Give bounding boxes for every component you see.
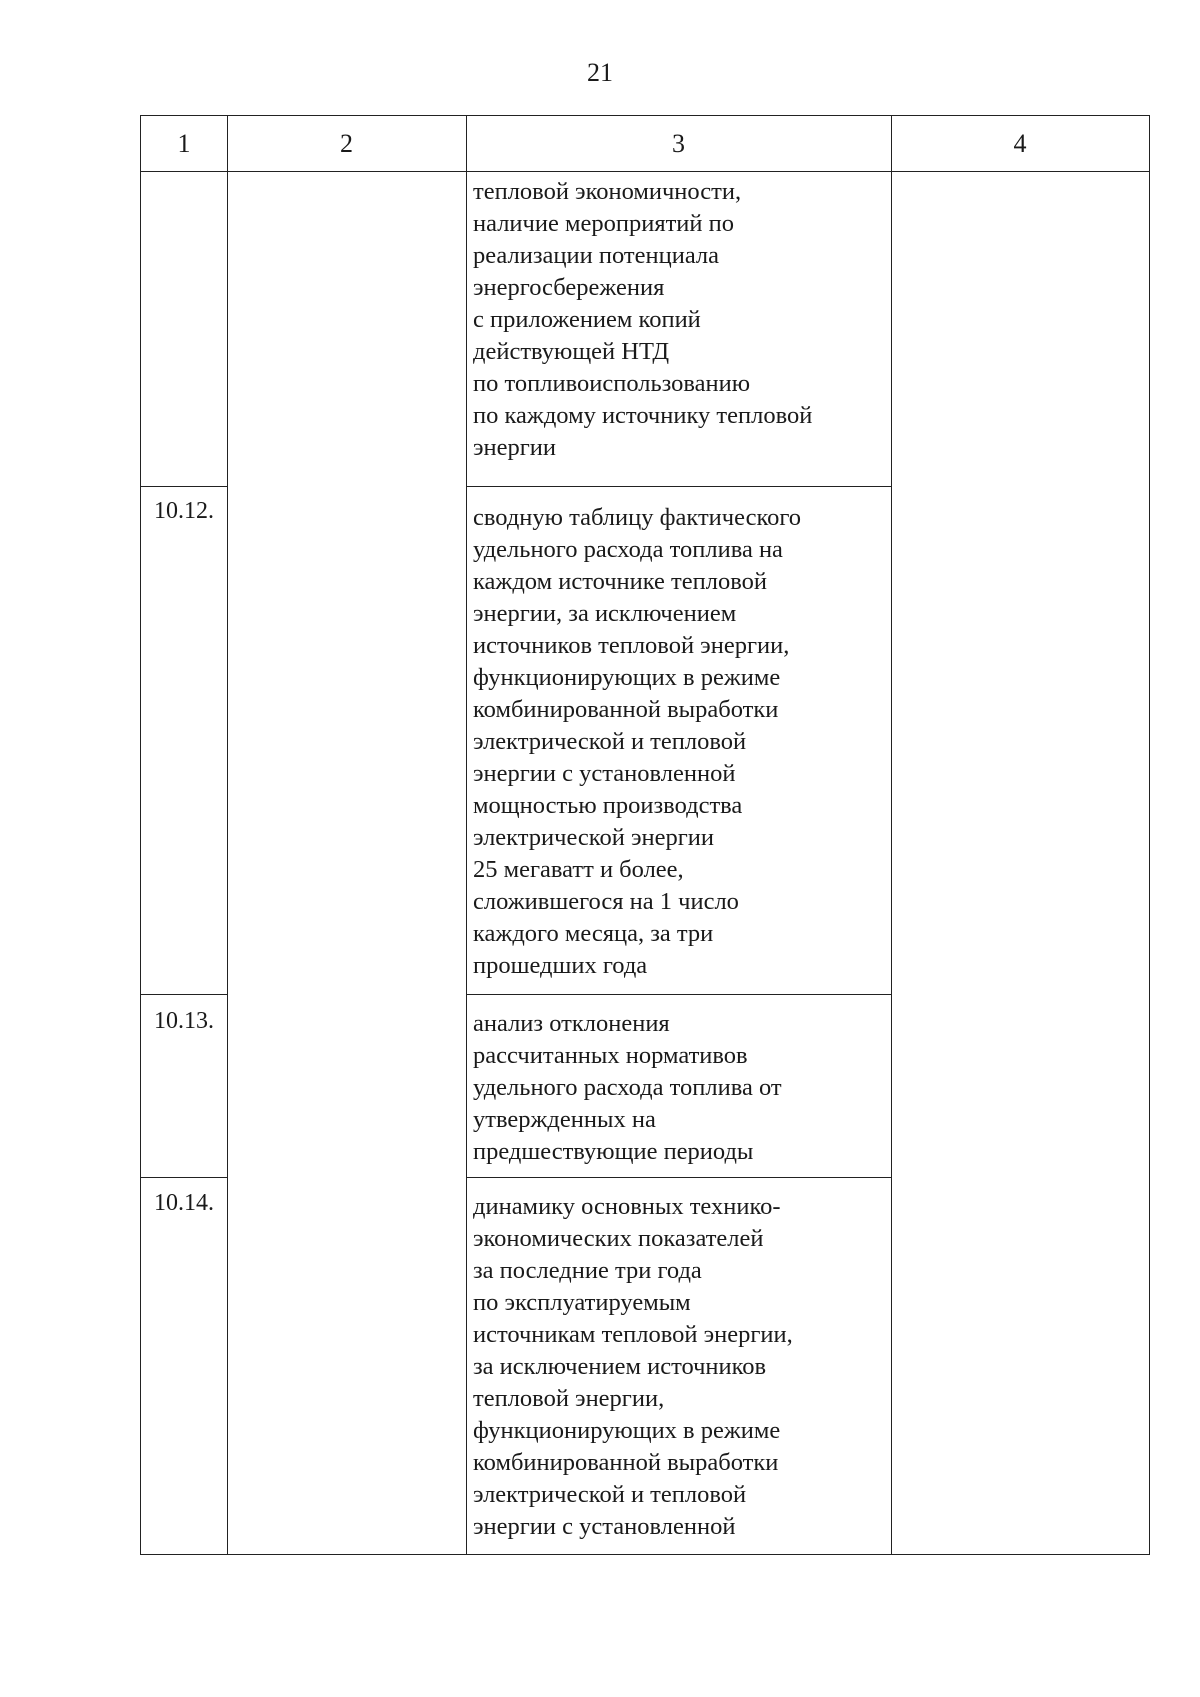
- row-divider-2-col3: [466, 994, 891, 995]
- header-cell-1: 1: [177, 129, 191, 158]
- row-divider-2: [141, 994, 227, 995]
- row-num-10-12: 10.12.: [154, 498, 214, 524]
- row-divider-1: [141, 486, 227, 487]
- row-num-10-13: 10.13.: [154, 1008, 214, 1034]
- column-divider-1: [227, 116, 228, 1554]
- row-4-text: динамику основных технико- экономических показателей за последние три года по эксплуатируемым источникам тепловой энергии, за исключением источников тепловой энергии, функционирующих в режиме комбинированной выработки электрической и тепловой энергии с установленной: [473, 1193, 793, 1540]
- document-table: [140, 115, 1150, 1555]
- row-divider-3-col3: [466, 1177, 891, 1178]
- header-cell-3: 3: [672, 129, 685, 158]
- row-num-10-14: 10.14.: [154, 1190, 214, 1216]
- column-divider-3: [891, 116, 892, 1554]
- header-cell-4: 4: [1013, 129, 1027, 158]
- row-divider-3: [141, 1177, 227, 1178]
- column-divider-2: [466, 116, 467, 1554]
- header-cell-2: 2: [340, 129, 353, 158]
- row-3-text: анализ отклонения рассчитанных нормативов удельного расхода топлива от утвержденных на предшествующие периоды: [473, 1010, 782, 1165]
- header-divider: [141, 171, 1149, 172]
- row-2-text: сводную таблицу фактического удельного расхода топлива на каждом источнике тепловой энергии, за исключением источников тепловой энергии, функционирующих в режиме комбинированной выработки электрической и тепловой энергии с установленной мощностью производства электрической энергии 25 мегаватт и более, сложившегося на 1 число каждого месяца, за три прошедших года: [473, 504, 802, 979]
- page-number: 21: [587, 58, 613, 87]
- row-1-text: тепловой экономичности, наличие мероприятий по реализации потенциала энергосбережения с приложением копий действующей НТД по топливоиспользованию по каждому источнику тепловой энергии: [473, 178, 813, 461]
- row-divider-1-col3: [466, 486, 891, 487]
